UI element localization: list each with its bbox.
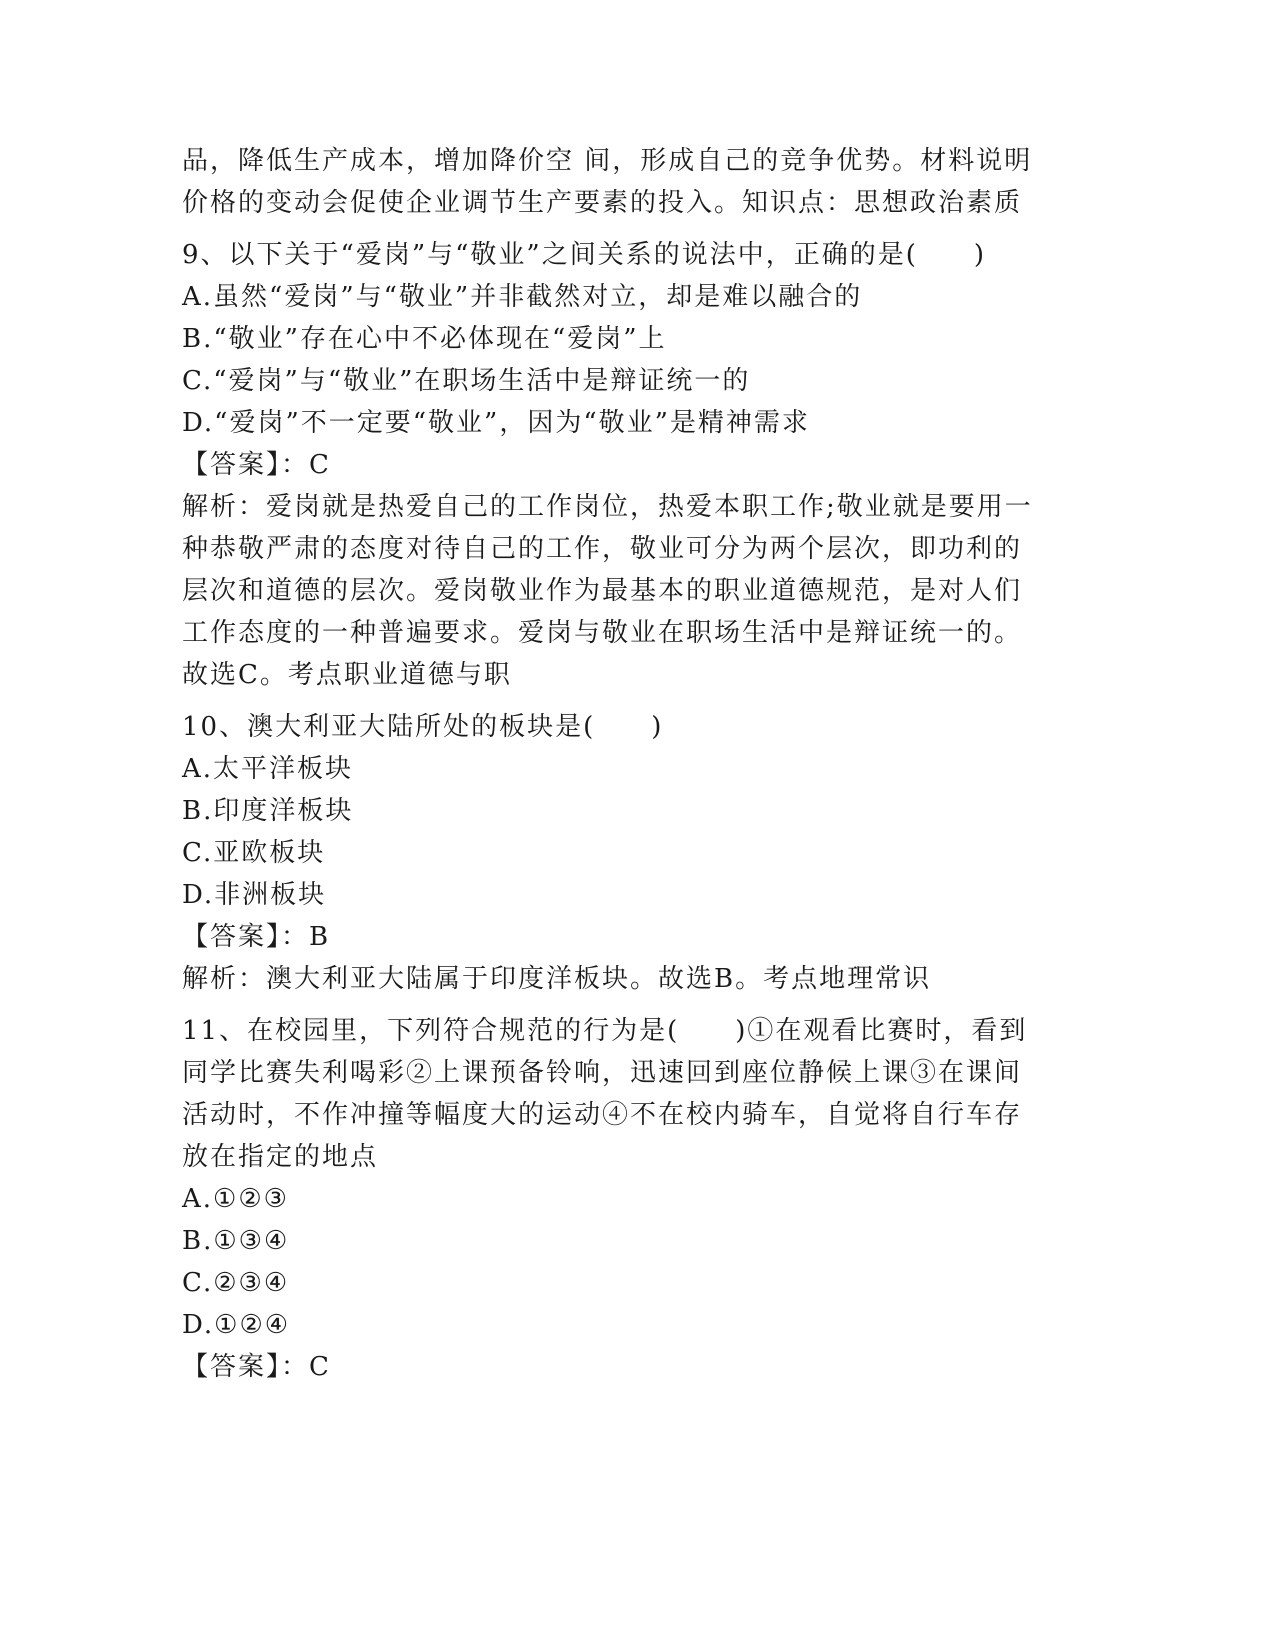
question-stem-line: 活动时，不作冲撞等幅度大的运动④不在校内骑车，自觉将自行车存 <box>182 1100 1023 1130</box>
answer: 【答案】：B <box>182 922 331 952</box>
analysis-line: 层次和道德的层次。爱岗敬业作为最基本的职业道德规范，是对人们 <box>182 576 1023 606</box>
intro-line: 品，降低生产成本，增加降价空 间，形成自己的竞争优势。材料说明 <box>182 146 1033 176</box>
analysis-line: 工作态度的一种普遍要求。爱岗与敬业在职场生活中是辩证统一的。 <box>182 618 1023 648</box>
question-stem-line: 同学比赛失利喝彩②上课预备铃响，迅速回到座位静候上课③在课间 <box>182 1058 1023 1088</box>
option-a: A.虽然“爱岗”与“敬业”并非截然对立，却是难以融合的 <box>182 282 863 312</box>
question-stem-line: 放在指定的地点 <box>182 1142 379 1172</box>
document-page <box>182 140 1082 1388</box>
option-b: B.“敬业”存在心中不必体现在“爱岗”上 <box>182 324 667 354</box>
question-11 <box>182 1010 1082 1388</box>
option-c: C.②③④ <box>182 1268 290 1298</box>
analysis-line: 解析：澳大利亚大陆属于印度洋板块。故选B。考点地理常识 <box>182 964 932 994</box>
question-9 <box>182 234 1082 696</box>
option-b: B.印度洋板块 <box>182 796 354 826</box>
question-stem: 9、以下关于“爱岗”与“敬业”之间关系的说法中，正确的是( ) <box>182 240 986 270</box>
option-c: C.“爱岗”与“敬业”在职场生活中是辩证统一的 <box>182 366 751 396</box>
question-stem-line: 11、在校园里，下列符合规范的行为是( )①在观看比赛时，看到 <box>182 1016 1028 1046</box>
option-c: C.亚欧板块 <box>182 838 326 868</box>
answer: 【答案】：C <box>182 1352 331 1382</box>
intro-paragraph <box>182 140 1082 224</box>
option-d: D.“爱岗”不一定要“敬业”，因为“敬业”是精神需求 <box>182 408 810 438</box>
option-b: B.①③④ <box>182 1226 290 1256</box>
option-a: A.太平洋板块 <box>182 754 354 784</box>
intro-line: 价格的变动会促使企业调节生产要素的投入。知识点：思想政治素质 <box>182 188 1023 218</box>
question-stem: 10、澳大利亚大陆所处的板块是( ) <box>182 712 664 742</box>
option-d: D.非洲板块 <box>182 880 327 910</box>
option-a: A.①②③ <box>182 1184 289 1214</box>
analysis-line: 种恭敬严肃的态度对待自己的工作，敬业可分为两个层次，即功利的 <box>182 534 1023 564</box>
analysis-line: 解析：爱岗就是热爱自己的工作岗位，热爱本职工作;敬业就是要用一 <box>182 492 1033 522</box>
option-d: D.①②④ <box>182 1310 291 1340</box>
analysis-line: 故选C。考点职业道德与职 <box>182 660 512 690</box>
question-10 <box>182 706 1082 1000</box>
answer: 【答案】：C <box>182 450 331 480</box>
